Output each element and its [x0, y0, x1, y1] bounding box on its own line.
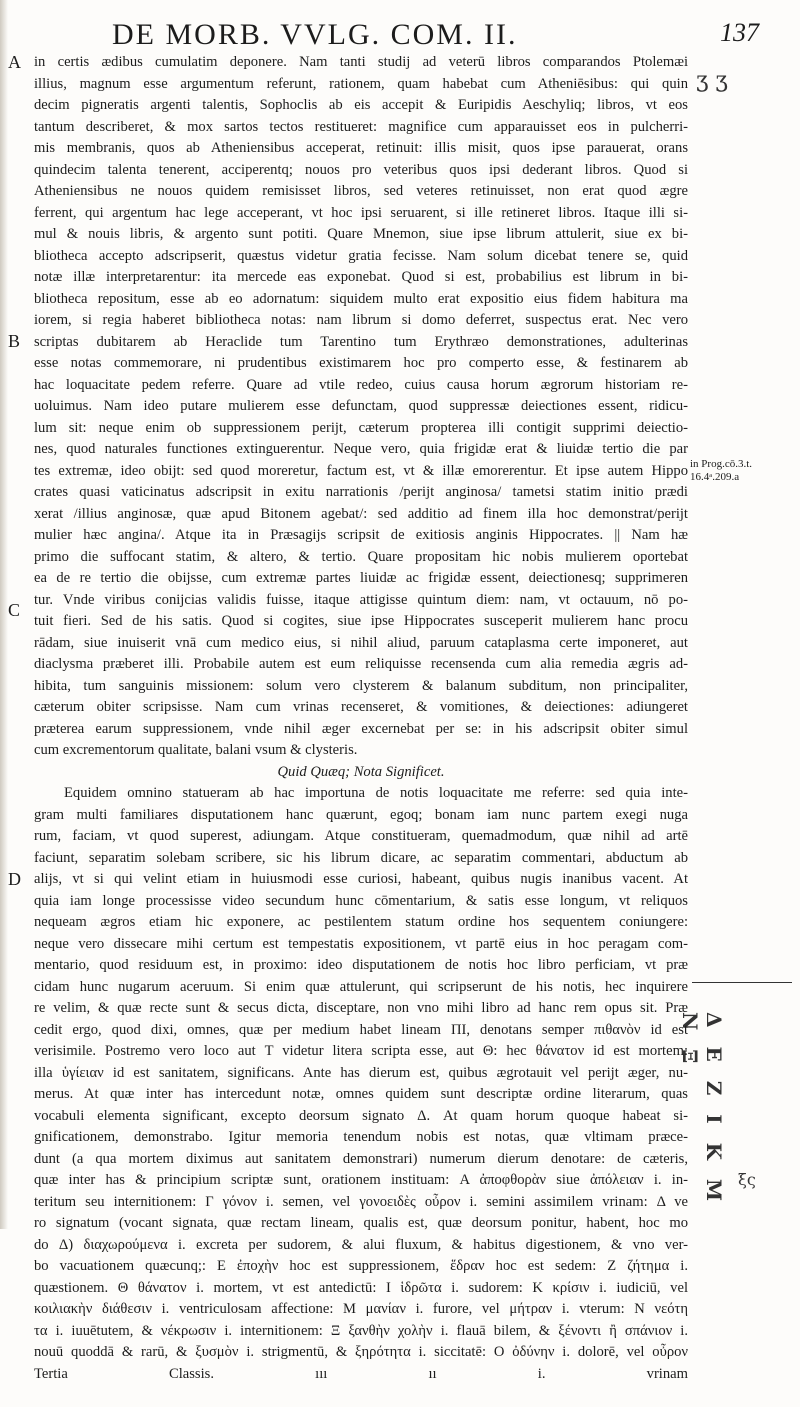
text-line: Tertia Classis. ııı ıı i. vrinam [34, 1365, 688, 1382]
text-line: quæ inter has & principium scriptæ sunt, orationem instituam: Α ἀποφθορὰν siue ἀπόλειαν i. in- [34, 1172, 688, 1188]
text-line: cæterum obiter scripsisse. Nam cum vrinas recenseret, & vomitiones, & deiectiones: adiungeret [34, 699, 688, 715]
section-letter-c: C [8, 600, 21, 620]
text-line: neque vero dissecare mihi certum est tempestatis expositionem, vt partē eius in hoc peragam com- [34, 935, 688, 952]
text-line: dunt (a qua mortem diximus aut sanitatem demonstrari) numerum dierum denotare: de cæteris, [34, 1150, 688, 1167]
text-line: lum sit: neque enim ob suppressionem perijt, cæterum propterea illi contigit supprimi deiectio- [34, 419, 688, 436]
text-line: rum, faciam, vt quod superest, adiungam. Atque constitueram, quemadmodum, quæ nihil ad artē [34, 828, 688, 844]
text-line: cidam hunc nugarum aceruum. Si enim quæ attulerunt, qui scripserunt de his notis, hec inquirere [34, 978, 688, 995]
text-line: κοιλιακὴν διάθεσιν i. ventriculosam affectione: Μ μανίαν i. furore, vel μήτραν i. vterum: Ν νεότη [34, 1301, 688, 1317]
text-line: re velim, & quæ recte sunt & secus dicta, disceptare, non vno mihi libro ad hanc rem opus sit. Præ [34, 1000, 688, 1016]
text-line: verisimile. Postremo vero loco aut Τ videtur litera scripta esse, aut Θ: hec θάνατον id est mortem: [34, 1043, 688, 1059]
text-line: mul & nouis libris, & argento sunt potiti. Quare Mnemon, siue ipse librum attulerit, siue ex bi- [34, 226, 688, 242]
text-line: notæ illæ interpretarentur: ita mercede eas exponebat. Quod si est, probabilius est librum in bi- [34, 269, 688, 285]
text-line: decim pigneratis argenti talentis, Sophoclis ab eis accepit & Euripidis Aeschyliq; libros, vt eos [34, 97, 688, 113]
text-line: quindecim talenta tenerent, acciperentq; nouos pro veteribus quos ipsi dederant libros. Quod si [34, 161, 688, 178]
text-line: illa ὑγίειαν id est sanitatem, significans. Ante has dierum est, quibus ægrotauit vel perijt æger, nu- [34, 1064, 688, 1081]
section-letter-a: A [8, 52, 21, 72]
page-header [0, 12, 800, 52]
catchword-line [34, 1385, 688, 1407]
text-line: uoluimus. Nam ideo putare mulierem esse defunctam, quod suppressæ deiectiones essent, ridicu- [34, 398, 688, 414]
section-letter-d: D [8, 869, 21, 889]
margin-rule [692, 982, 792, 983]
margin-reference [690, 458, 752, 484]
text-line: merus. At quæ inter has intercedunt notæ, omnes quidem sunt descriptæ ordine literarum, quas [34, 1086, 688, 1102]
text-line: mulier hæc angina/. Atque ita in Præsagijs scripsit de exitiosis anginis Hippocrates. || Nam hæ [34, 527, 688, 543]
text-line: alijs, vt si qui velint etiam in huiusmodi esse curiosi, habeant, quibus nugis inanibus vacent. At [34, 871, 688, 887]
text-line: cum excrementorum qualitate, balani vsum & clysteris. [34, 742, 358, 758]
margin-reference-line: in Prog.cō.3.t. [690, 458, 753, 470]
text-line: rādam, siue inuiserit vnā cum medico eius, si nihil aliud, paruum cataplasma certe imponeret, aut [34, 634, 688, 651]
text-line: mentario, quod residuum est, in proximo: ideo disputationem de notis hoc libro perficiam, vt præ [34, 957, 688, 973]
text-line: iorem, si regia haberet bibliotheca notas: nam librum si domo deferret, suspectus erat. Nec vero [34, 312, 688, 328]
text-line: ferrent, qui argentum hac lege acceperant, vt hoc ipsi seruarent, si ille retineret libros. Itaque illi si- [34, 204, 688, 221]
text-line: in certis ædibus cumulatim deponere. Nam tanti studij ad veterū libros comparandos Ptolemæi [34, 54, 688, 70]
text-line: gram multi familiares disputationem hanc quærunt, egoq; bonam iam nunc partem exegi nuga [34, 806, 688, 823]
text-line: tantum describeret, & mox sartos tectos restitueret: magnifice cum apparauisset eos in pulcherri- [34, 118, 688, 135]
text-line: quæstionem. Θ θάνατον i. mortem, vt est antedictū: Ι ἱδρῶτα i. sudorem: Κ κρίσιν i. iudiciū, vel [34, 1279, 688, 1296]
section-heading: Quid Quæq; Nota Significet. [277, 763, 445, 780]
text-line: scriptas dubitarem ab Heraclide tum Tarentino tum Erythræo demonstrationes, adulterinas [34, 333, 688, 350]
margin-scribble-top: ʒ ʒ [696, 68, 728, 93]
text-line: nes, quod naturales functiones extinguerentur. Neque vero, quia frigidæ erat & liuidæ tertio die par [34, 441, 688, 457]
text-line: mis membranis, quos ab Atheniensibus acceperat, retinuit: illis misit, quos ipse parauerat, orans [34, 140, 688, 156]
text-line: ro signatum (vocant signata, quæ rectam lineam, qualis est, quæ deorsum ponitur, habent, hoc mo [34, 1215, 688, 1231]
text-line: esse notas commemorare, ni prudentibus existimarem hoc pro comperto esse, & festinarem ab [34, 355, 688, 371]
text-line: gnificationem, demonstrabo. Igitur memoria tenendum nobis est notas, quæ vltimam præce- [34, 1129, 688, 1145]
text-line: hac loquacitate pedem referre. Quare ad vtile redeo, cuius causa horum ægrorum historiam re- [34, 376, 688, 393]
text-line: faciunt, separatim solebam scribere, sic his librum dicare, ac separatim commentari, abductum ab [34, 849, 688, 866]
text-line: teritum seu internitionem: Γ γόνον i. semen, vel γονοειδὲς οὖρον i. semini assimilem vrinam: Δ ve [34, 1193, 688, 1210]
text-line: bo vacuationem quæcunq;: Ε ἐποχὴν hoc est suppressionem, ἕδραν hoc est sedem: Ζ ζήτημα i. [34, 1258, 688, 1274]
section-letter-b: B [8, 331, 21, 351]
text-line: nequeam ægros etiam hic exponere, ac pestilentem statum ordine hos sequentem coniungere: [34, 914, 688, 930]
text-line: τα i. iuuētutem, & νέκρωσιν i. internitionem: Ξ ξανθὴν χολὴν i. flauā bilem, & ξένοντι ἢ σπάνιον i. [34, 1322, 688, 1339]
text-line: illius, magnum esse argumentum referunt, rationem, quam habebat cum Atheniēsibus: qui quin [34, 75, 688, 92]
text-line: Equidem omnino statueram ab hac importuna de notis loquacitate me referre: sed quia inte- [64, 785, 688, 801]
page-number: 137 [720, 18, 759, 47]
margin-handwritten-letters: Δ Ε Ζ Ι Κ Μ Ν Ξ [678, 1012, 726, 1208]
text-line: præterea earum suppressionem, vnde nihil æger excernebat per se: in his adscripsit obiter simul [34, 720, 688, 737]
text-line: cedit ergo, quod dixi, omnes, quæ per medium habet lineam ΠΙ, denotans semper πιθανὸν id est [34, 1021, 688, 1038]
text-line: quia iam longe processisse video secundum hunc cōmentarium, & satis esse longum, vt reliquos [34, 892, 688, 909]
text-line: tes extremæ, ideo obijt: sed quod moreretur, factum est, vt & illæ emorerentur. Et ipse autem Hippo [34, 462, 688, 479]
text-line: bliotheca accepto adscripserit, quæstus videtur gratia fecisse. Nam solum dicebat tenere se, quid [34, 247, 688, 264]
margin-scribble-tail: ξς [738, 1170, 756, 1189]
text-line: hibita, tum sanguinis missionem: solum vero clysterem & balanum subditum, non principaliter, [34, 677, 688, 694]
text-line: vocabuli elementa significant, excepto deorsum signato Δ. At quam horum quoque habeat si- [34, 1107, 688, 1124]
running-head: DE MORB. VVLG. COM. II. [112, 18, 518, 51]
text-line: tur. Vnde viribus conijcias validis fuisse, itaque attigisse quintum diem: nam, vt octauum, nō po- [34, 591, 688, 608]
text-line: ea de re tertio die obijsse, cum extremæ partes liuidæ ac frigidæ essent, deiectionesq; supprimeren [34, 570, 688, 586]
page-gutter-shadow [0, 0, 8, 1229]
text-line: diaclysma præberet illi. Probabile autem est eum reliquisse recensenda cum alia remedia ægris ad- [34, 656, 688, 672]
text-column [34, 52, 688, 1407]
text-line: crates quasi vaticinatus adscripsit in exitu narrationis /perijt anginosa/ tametsi statim initio prædi [34, 484, 688, 500]
text-line: nouū quoddā & rarū, & ξυσμὸν i. strigmentū, & ξηρότητα i. siccitatē: Ο ὀδύνην i. dolorē, vel οὖρον [34, 1344, 688, 1360]
text-line: primo die suffocant statim, & altero, & tertio. Quare propositam hic nobis mulierem oportebat [34, 548, 688, 565]
text-line: tuit fieri. Sed de his satis. Quod si cogites, siue ipse Hippocrates susceperit mulierem hanc procu [34, 613, 688, 629]
margin-reference-line: 16.4ᵃ.209.a [690, 471, 740, 483]
text-line: bliotheca repositum, esse ab eo adornatum: siquidem multo erat expositio eius fidem habitura ma [34, 290, 688, 307]
text-line: xerat /illius anginosæ, quæ apud Bitonem agebat/: sed additio ad finem illa hoc demonstrat/perijt [34, 505, 688, 522]
text-line: Atheniensibus ne nouos quidem remisisset libros, sed veteres retinuisset, non erat quod ægre [34, 183, 688, 199]
text-line: do Δ) διαχωρούμενα i. excreta per sudorem, & alui fluxum, & habitus digestionem, & vno ver- [34, 1236, 688, 1253]
